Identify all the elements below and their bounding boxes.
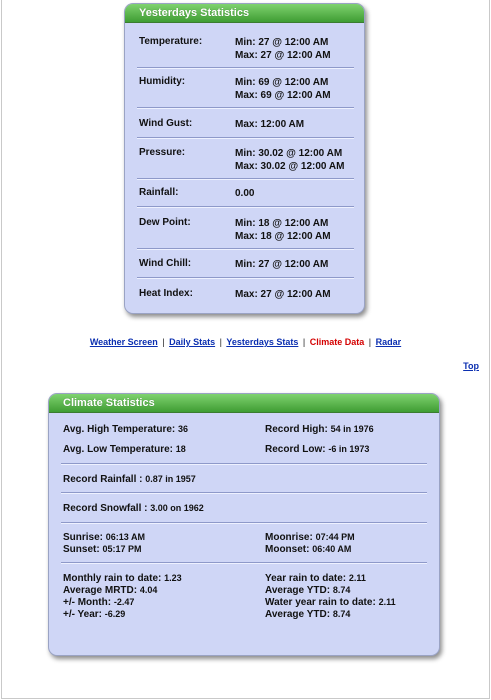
nav-daily-stats-link[interactable]: Daily Stats bbox=[169, 337, 216, 347]
moonset-value: 06:40 AM bbox=[312, 544, 352, 554]
sunset-label: Sunset: bbox=[63, 544, 100, 555]
divider bbox=[61, 562, 427, 563]
wind-gust-max: Max: 12:00 AM bbox=[235, 119, 305, 130]
water-year-label: Water year rain to date: bbox=[265, 597, 376, 608]
average-ytd-water-label: Average YTD: bbox=[265, 609, 331, 620]
heat-index-label: Heat Index: bbox=[139, 288, 193, 299]
record-high bbox=[265, 422, 374, 437]
top-link[interactable]: Top bbox=[463, 361, 479, 371]
wind-chill-label: Wind Chill: bbox=[139, 258, 192, 269]
heat-index-max: Max: 27 @ 12:00 AM bbox=[235, 289, 331, 300]
moonset-label: Moonset: bbox=[265, 544, 310, 555]
record-low-label: Record Low: bbox=[265, 444, 326, 455]
average-ytd-value: 8.74 bbox=[332, 585, 351, 595]
wind-gust-label: Wind Gust: bbox=[139, 118, 193, 129]
year-difference-label: +/- Year: bbox=[63, 609, 103, 620]
rainfall-value: 0.00 bbox=[235, 188, 255, 199]
record-high-label: Record High: bbox=[265, 424, 328, 435]
pressure-max: Max: 30.02 @ 12:00 AM bbox=[235, 161, 345, 172]
year-rain-value: 2.11 bbox=[348, 573, 366, 583]
avg-low-temperature bbox=[63, 442, 186, 457]
humidity-label: Humidity: bbox=[139, 76, 186, 87]
sunrise-label: Sunrise: bbox=[63, 532, 104, 543]
record-low-value: -6 in 1973 bbox=[328, 444, 370, 454]
average-mrtd-value: 4.04 bbox=[139, 585, 158, 595]
sunset-value: 05:17 PM bbox=[102, 544, 142, 554]
monthly-rain-value: 1.23 bbox=[164, 573, 182, 583]
divider bbox=[137, 206, 354, 207]
record-snowfall-value: 3.00 on 1962 bbox=[150, 503, 204, 513]
dew-point-max: Max: 18 @ 12:00 AM bbox=[235, 231, 331, 242]
year-difference-value: -6.29 bbox=[104, 609, 126, 619]
humidity-min: Min: 69 @ 12:00 AM bbox=[235, 77, 329, 88]
divider bbox=[61, 463, 427, 464]
water-year-value: 2.11 bbox=[378, 597, 396, 607]
rainfall-label: Rainfall: bbox=[139, 187, 179, 198]
monthly-rain-label: Monthly rain to date: bbox=[63, 573, 162, 584]
average-ytd-water bbox=[265, 607, 350, 622]
divider bbox=[137, 178, 354, 179]
moonrise-label: Moonrise: bbox=[265, 532, 313, 543]
sunrise-value: 06:13 AM bbox=[105, 532, 145, 542]
average-mrtd-label: Average MRTD: bbox=[63, 585, 138, 596]
avg-high-temperature bbox=[63, 422, 188, 437]
nav-climate-data-current: Climate Data bbox=[309, 337, 365, 347]
record-snowfall bbox=[63, 501, 204, 516]
wind-chill-min: Min: 27 @ 12:00 AM bbox=[235, 259, 329, 270]
average-ytd-water-value: 8.74 bbox=[332, 609, 351, 619]
nav-weather-screen-link[interactable]: Weather Screen bbox=[89, 337, 158, 347]
record-rainfall-value: 0.87 in 1957 bbox=[145, 474, 196, 484]
divider bbox=[137, 137, 354, 138]
divider bbox=[137, 107, 354, 108]
climate-statistics-panel bbox=[48, 393, 440, 656]
sunset bbox=[63, 542, 141, 557]
divider bbox=[61, 522, 427, 523]
temperature-min: Min: 27 @ 12:00 AM bbox=[235, 37, 329, 48]
record-low bbox=[265, 442, 369, 457]
yesterdays-statistics-panel bbox=[124, 3, 365, 314]
yesterdays-statistics-title: Yesterdays Statistics bbox=[125, 4, 364, 23]
divider bbox=[137, 277, 354, 278]
avg-low-value: 18 bbox=[175, 444, 186, 454]
temperature-label: Temperature: bbox=[139, 36, 203, 47]
record-rainfall bbox=[63, 472, 196, 487]
moonset bbox=[265, 542, 351, 557]
pressure-min: Min: 30.02 @ 12:00 AM bbox=[235, 148, 343, 159]
divider bbox=[137, 67, 354, 68]
climate-statistics-title: Climate Statistics bbox=[49, 394, 439, 413]
temperature-max: Max: 27 @ 12:00 AM bbox=[235, 50, 331, 61]
nav-yesterdays-stats-link[interactable]: Yesterdays Stats bbox=[226, 337, 299, 347]
average-ytd-label: Average YTD: bbox=[265, 585, 331, 596]
humidity-max: Max: 69 @ 12:00 AM bbox=[235, 90, 331, 101]
year-rain-label: Year rain to date: bbox=[265, 573, 347, 584]
divider bbox=[61, 492, 427, 493]
pressure-label: Pressure: bbox=[139, 147, 186, 158]
avg-high-value: 36 bbox=[178, 424, 189, 434]
avg-low-label: Avg. Low Temperature: bbox=[63, 444, 174, 455]
dew-point-label: Dew Point: bbox=[139, 217, 191, 228]
nav-links: Weather Screen | Daily Stats | Yesterdays Stats | Climate Data | Radar bbox=[89, 337, 402, 347]
month-difference-label: +/- Month: bbox=[63, 597, 112, 608]
dew-point-min: Min: 18 @ 12:00 AM bbox=[235, 218, 329, 229]
record-snowfall-label: Record Snowfall : bbox=[63, 503, 148, 514]
nav-radar-link[interactable]: Radar bbox=[375, 337, 402, 347]
moonrise-value: 07:44 PM bbox=[315, 532, 355, 542]
month-difference-value: -2.47 bbox=[113, 597, 135, 607]
divider bbox=[137, 248, 354, 249]
record-high-value: 54 in 1976 bbox=[330, 424, 374, 434]
avg-high-label: Avg. High Temperature: bbox=[63, 424, 176, 435]
record-rainfall-label: Record Rainfall : bbox=[63, 474, 143, 485]
year-difference bbox=[63, 607, 125, 622]
